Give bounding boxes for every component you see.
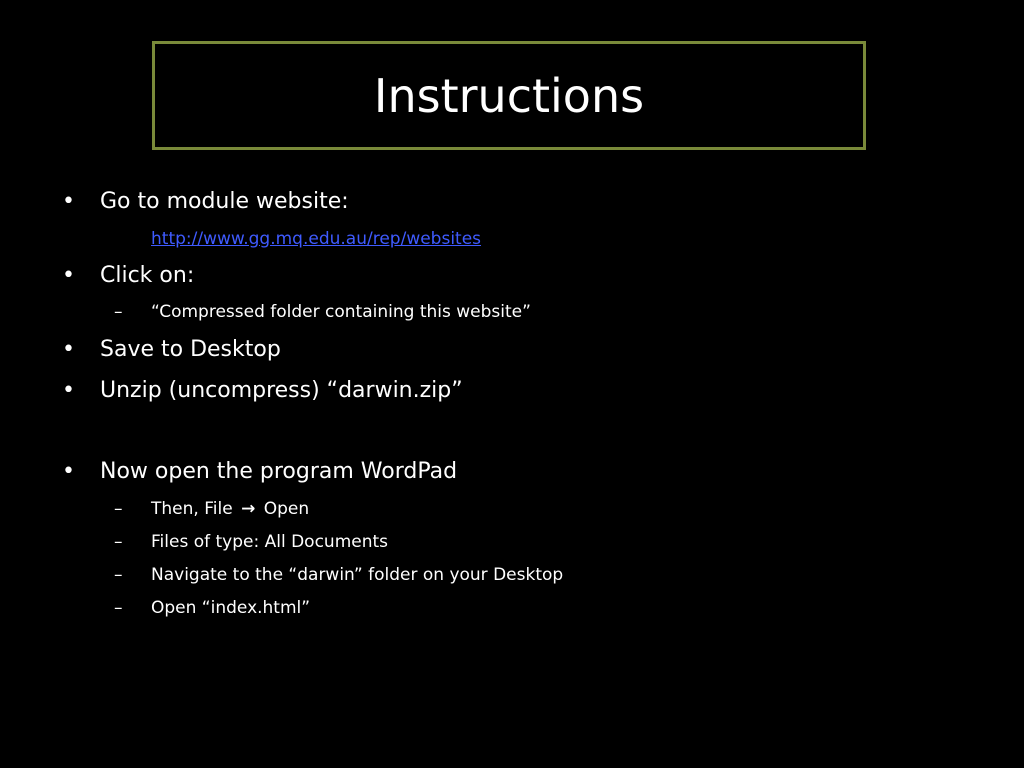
- sub-item-files-of-type: Files of type: All Documents: [151, 532, 389, 552]
- bullet-marker: •: [62, 378, 75, 403]
- bullet-marker: •: [62, 263, 75, 288]
- bullet-marker: •: [62, 459, 75, 484]
- bullet-text-open-wordpad: Now open the program WordPad: [100, 459, 458, 484]
- sub-item-compressed-folder: “Compressed folder containing this website”: [151, 302, 531, 322]
- bullet-marker: •: [62, 337, 75, 362]
- sub-item-open-index: Open “index.html”: [151, 598, 311, 618]
- bullet-text-save-to-desktop: Save to Desktop: [100, 337, 281, 362]
- slide-title: Instructions: [373, 68, 645, 123]
- sub-item-file-open: [151, 498, 309, 520]
- dash-marker: –: [114, 499, 123, 519]
- dash-marker: –: [114, 532, 123, 552]
- sub-item-file-open-after: Open: [263, 499, 310, 519]
- dash-marker: –: [114, 565, 123, 585]
- sub-item-navigate-darwin: Navigate to the “darwin” folder on your Desktop: [151, 565, 564, 585]
- module-website-link[interactable]: http://www.gg.mq.edu.au/rep/websites: [151, 229, 482, 249]
- bullet-text-click-on: Click on:: [100, 263, 195, 288]
- right-arrow-icon: →: [241, 499, 256, 519]
- bullet-text-go-to-website: Go to module website:: [100, 189, 349, 214]
- bullet-text-unzip: Unzip (uncompress) “darwin.zip”: [100, 378, 463, 403]
- dash-marker: –: [114, 302, 123, 322]
- sub-item-file-open-before: Then, File: [151, 499, 233, 519]
- dash-marker: –: [114, 598, 123, 618]
- bullet-marker: •: [62, 189, 75, 214]
